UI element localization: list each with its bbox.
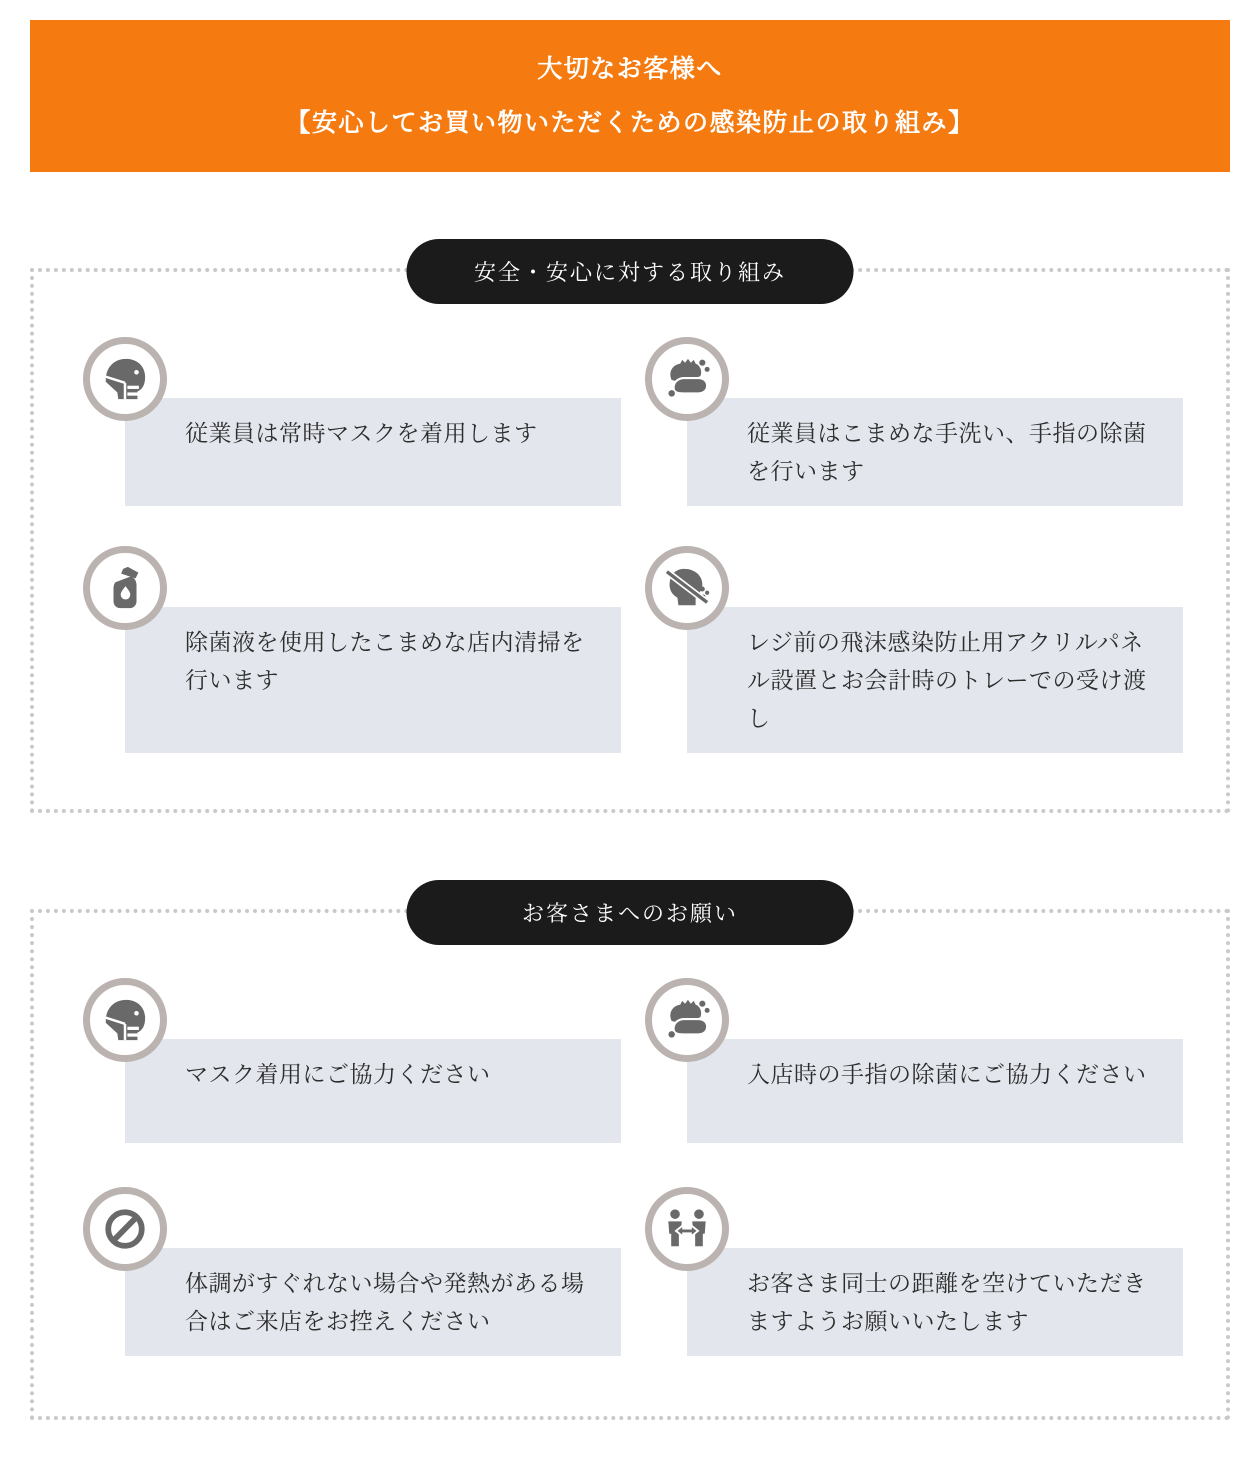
request-item-stay-home [83, 1187, 621, 1356]
measure-text: 従業員はこまめな手洗い、手指の除菌を行います [687, 398, 1183, 506]
banner-title: 大切なお客様へ [537, 55, 723, 83]
section-safety-measures [30, 260, 1230, 813]
hand-washing-icon [645, 337, 729, 421]
request-text: お客さま同士の距離を空けていただきますようお願いいたします [687, 1248, 1183, 1356]
section-title-pill: 安全・安心に対する取り組み [407, 239, 854, 304]
hand-washing-icon [645, 978, 729, 1062]
social-distance-icon [645, 1187, 729, 1271]
measure-item-handwash [645, 337, 1183, 506]
request-item-sanitize-hands [645, 978, 1183, 1143]
request-text: マスク着用にご協力ください [125, 1039, 621, 1143]
measure-text: 除菌液を使用したこまめな店内清掃を行います [125, 607, 621, 753]
measure-text: 従業員は常時マスクを着用します [125, 398, 621, 506]
sanitizer-bottle-icon [83, 546, 167, 630]
measure-item-acrylic-panel [645, 546, 1183, 753]
measure-text: レジ前の飛沫感染防止用アクリルパネル設置とお会計時のトレーでの受け渡し [687, 607, 1183, 753]
droplet-prevention-icon [645, 546, 729, 630]
request-text: 体調がすぐれない場合や発熱がある場合はご来店をお控えください [125, 1248, 621, 1356]
measure-list [34, 272, 1226, 809]
section-customer-requests [30, 901, 1230, 1420]
section-title-pill: お客さまへのお願い [407, 880, 854, 945]
measure-item-mask [83, 337, 621, 506]
notice-banner [30, 20, 1230, 172]
mask-icon [83, 978, 167, 1062]
request-item-distance [645, 1187, 1183, 1356]
request-item-mask [83, 978, 621, 1143]
banner-subtitle: 【安心してお買い物いただくための感染防止の取り組み】 [285, 109, 975, 137]
measure-item-sanitize-store [83, 546, 621, 753]
mask-icon [83, 337, 167, 421]
request-list [34, 913, 1226, 1416]
request-text: 入店時の手指の除菌にご協力ください [687, 1039, 1183, 1143]
no-entry-icon [83, 1187, 167, 1271]
